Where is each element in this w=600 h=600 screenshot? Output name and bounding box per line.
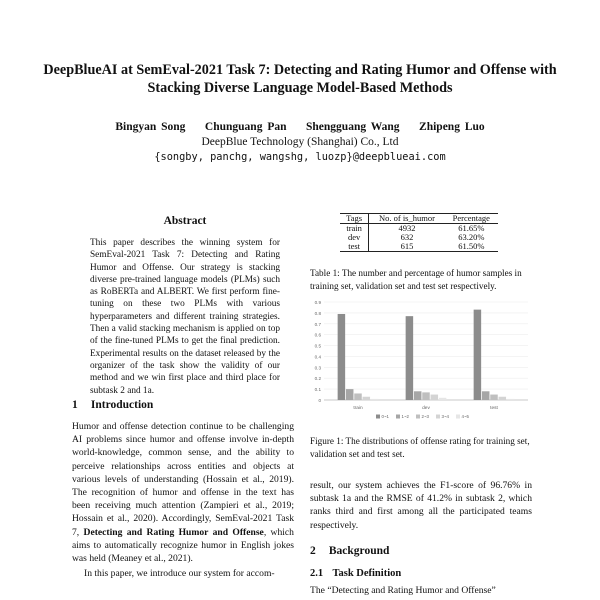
table-cell: 61.65% <box>458 223 485 233</box>
subsection-title: Task Definition <box>332 568 402 579</box>
y-tick-label: 0.9 <box>314 300 321 305</box>
table-row <box>340 242 498 252</box>
bar <box>439 398 447 400</box>
author-name: Zhipeng Luo <box>419 121 485 133</box>
section-heading-background <box>310 545 389 557</box>
table-header: Percentage <box>445 214 498 224</box>
table-cell: 615 <box>369 242 445 252</box>
figure-1-caption: Figure 1: The distributions of offense rating for training set, validation set and test set. <box>310 436 530 459</box>
figure-1-bar-chart <box>306 296 534 426</box>
abstract-text: This paper describes the winning system for SemEval-2021 Task 7: Detecting and Rating Humor and Offense. Our strategy is stacking diverse pre-trained language models (PLMs) such as RoBERTa and ALBERT. We first perform fine-tuning on these two PLMs with various hyperparameters and different training strategies. Then a valid stacking mechanism is applied on top of the fine-tuned PLMs to get the final prediction. Experimental results on the dataset released by the organizer of the task show the validity of our method and we win first place and third place for subtask 2 and 1a. <box>90 238 280 396</box>
table-cell: test <box>340 242 369 252</box>
section-title: Introduction <box>90 399 154 411</box>
subsection-heading-task-definition <box>310 568 401 579</box>
bar <box>422 392 430 400</box>
bar <box>474 310 482 400</box>
bar <box>482 391 490 400</box>
author-name: Bingyan Song <box>115 121 186 133</box>
paragraph: result, our system achieves the F1-score of 96.76% in subtask 1a and the RMSE of 41.2% in subtask 2, which ranks third and first among all the participated teams respectively. <box>310 480 532 531</box>
table-1-caption: Table 1: The number and percentage of humor samples in training set, validation set and test set respectively. <box>310 268 522 291</box>
y-tick-label: 0 <box>318 398 321 403</box>
introduction-body <box>72 420 294 580</box>
legend-swatch <box>436 415 440 419</box>
table-cell: 63.20% <box>458 232 485 242</box>
legend-swatch <box>416 415 420 419</box>
bar <box>346 389 354 400</box>
table-cell: train <box>340 224 369 234</box>
paragraph-text: , which aims to automatically recognize humor in English jokes was held (Meaney et al., 2021). <box>72 526 294 565</box>
paper-title: DeepBlueAI at SemEval-2021 Task 7: Detecting and Rating Humor and Offense with Stacking Diverse Language Model-Based Methods <box>43 62 557 96</box>
bar <box>490 395 498 400</box>
affiliation: DeepBlue Technology (Shanghai) Co., Ltd <box>201 136 399 148</box>
table-cell: dev <box>340 233 369 242</box>
section-title: Background <box>328 545 390 557</box>
legend-swatch <box>396 415 400 419</box>
task-definition-text <box>310 584 532 597</box>
legend-label: 1~2 <box>401 414 409 419</box>
bar <box>406 316 414 400</box>
bar <box>338 314 346 400</box>
paragraph: The “Detecting and Rating Humor and Offense” <box>310 585 496 596</box>
bar <box>371 399 379 400</box>
y-tick-label: 0.2 <box>314 376 321 382</box>
y-tick-label: 0.3 <box>314 365 321 371</box>
author-emails: {songby, panchg, wangshg, luozp}@deepblueai.com <box>154 151 446 163</box>
bar <box>431 395 439 400</box>
y-tick-label: 0.7 <box>314 321 321 327</box>
y-tick-label: 0.6 <box>314 332 321 338</box>
bar <box>414 391 422 400</box>
legend-swatch <box>376 415 380 419</box>
table-cell: 632 <box>400 232 414 242</box>
x-tick-label: test <box>490 406 498 411</box>
legend-label: 4~5 <box>461 414 469 419</box>
section-number: 1 <box>72 399 78 411</box>
y-tick-label: 0.4 <box>314 354 321 360</box>
x-tick-label: dev <box>422 406 430 411</box>
y-tick-label: 0.1 <box>314 387 321 393</box>
legend-label: 0~1 <box>381 414 389 419</box>
right-column-text <box>310 479 532 532</box>
legend-swatch <box>456 415 460 419</box>
legend-label: 3~4 <box>441 414 449 419</box>
table-cell: 61.50% <box>445 242 498 252</box>
bar <box>363 397 371 400</box>
table-header: Tags <box>340 214 369 224</box>
paragraph: In this paper, we introduce our system for accom- <box>84 568 275 580</box>
author-name: Shengguang Wang <box>306 121 400 133</box>
bar <box>507 399 514 400</box>
task-name: Detecting and Rating Humor and Offense <box>83 526 264 538</box>
legend-label: 2~3 <box>421 414 429 419</box>
bar <box>354 393 362 400</box>
bar <box>499 397 507 400</box>
table-header: No. of is_humor <box>369 214 445 224</box>
x-tick-label: train <box>353 406 363 411</box>
abstract-heading: Abstract <box>163 215 207 227</box>
paragraph <box>72 420 294 565</box>
table-cell: 4932 <box>398 223 416 233</box>
section-heading-introduction <box>72 399 153 411</box>
paragraph-text: Humor and offense detection continue to be challenging AI problems since humor and offense involve in-depth world-knowledge, common sense, and the ability to perceive relationships across entities and objects at various levels of understanding (Hossain et al., 2019). The recognition of humor and offense in the text has been receiving much attention (Zampieri et al., 2019; Hossain et al., 2020). Accordingly, SemEval-2021 Task 7, <box>72 421 294 538</box>
author-list <box>0 121 600 133</box>
y-tick-label: 0.5 <box>314 343 321 349</box>
table-1 <box>340 213 498 252</box>
subsection-number: 2.1 <box>310 568 324 579</box>
section-number: 2 <box>310 545 316 557</box>
author-name: Chunguang Pan <box>204 121 287 133</box>
y-tick-label: 0.8 <box>314 310 321 316</box>
